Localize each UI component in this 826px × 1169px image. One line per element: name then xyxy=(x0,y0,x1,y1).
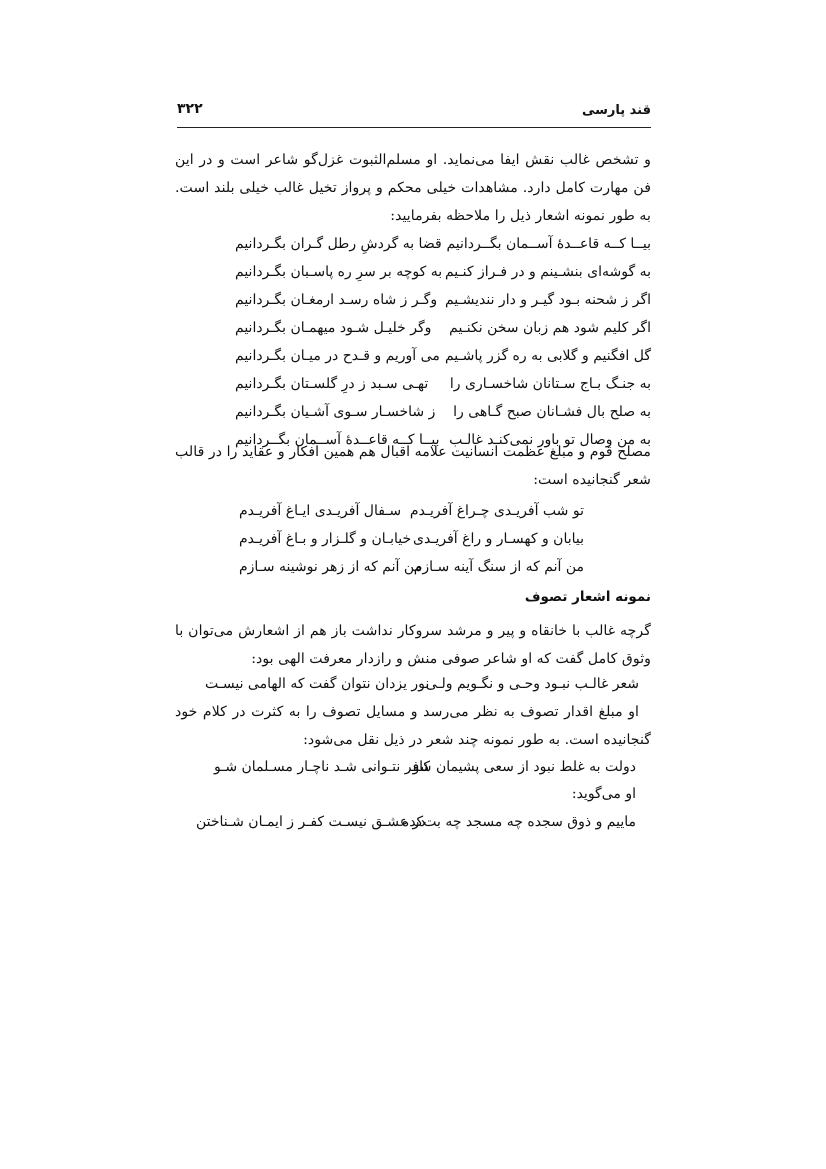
couplet xyxy=(239,525,584,553)
hemistich-right: من آنم که از سنگ آینه سـازم xyxy=(413,559,584,575)
hemistich-left: قضا به گردشِ رطل گـران بگـردانیم xyxy=(235,236,442,252)
quote-intro xyxy=(572,780,636,808)
hemistich-left: سـفال آفریـدی ایـاغ آفریـدم xyxy=(239,503,402,519)
paragraph-sufism: گرچه غالب با خانقاه و پیر و مرشد سروکار نداشت باز هم از اشعارش می‌توان با وثوق کامل گفت که او شاعر صوفی منش و رازدار معرفت الهی بود: xyxy=(175,623,651,667)
hemistich-right: اگر ز شحنه بـود گیـر و دار نندیشـیم xyxy=(444,292,651,308)
paragraph-sufism-2: او مبلغ اقدار تصوف به نظر می‌رسد و مسایل تصوف را به کثرت در کلام خود گنجانیده است. به طور نمونه چند شعر در ذیل نقل می‌شود: xyxy=(175,704,651,748)
hemistich-left: کافر نتـوانی شـد ناچـار مسـلمان شـو xyxy=(214,759,431,775)
hemistich-left: خیابـان و گلـزار و بـاغ آفریـدم xyxy=(239,531,412,547)
hemistich-left: می آوریم و قـدح در میـان بگـردانیم xyxy=(235,348,440,364)
couplet xyxy=(235,286,651,314)
verse-revelation xyxy=(205,670,639,698)
hemistich-left: نور یزدان نتوان گفت که الهامی نیسـت xyxy=(205,676,430,692)
couplet xyxy=(235,258,651,286)
couplet xyxy=(205,670,639,698)
verse-fortune xyxy=(214,753,636,781)
hemistich-right: به صلح بال فشـانان صبح گـاهی را xyxy=(453,404,651,420)
hemistich-right: به من وصال تو باور نمی‌کنـد غالـب xyxy=(449,432,651,448)
couplet xyxy=(235,342,651,370)
hemistich-right: بیابان و کهسـار و راغ آفریـدی xyxy=(413,531,584,547)
couplet xyxy=(235,398,651,426)
hemistich-left: به کوچه بر سرِ ره پاسـبان بگـردانیم xyxy=(235,264,443,280)
hemistich-right: اگر کلیم شود هم زبان سخن نکنـیم xyxy=(449,320,651,336)
section-heading: نمونه اشعار تصوف xyxy=(524,589,651,605)
hemistich-left: ز شاخسـار سـوی آشـیان بگـردانیم xyxy=(235,404,436,420)
poem-ghalib-ghazal xyxy=(235,230,651,454)
hemistich-right: ماییم و ذوق سجده چه مسجد چه بت‌کده xyxy=(401,814,636,830)
hemistich-left: من آنم که از زهر نوشینه سـازم xyxy=(239,559,422,575)
hemistich-right: شعر غالـب نبـود وحـی و نگـویم ولـی xyxy=(425,676,639,692)
quote-intro-text: او می‌گوید: xyxy=(571,786,636,802)
poem-iqbal xyxy=(239,497,584,581)
hemistich-left: بیــا کــه قاعــدهٔ آســمان بگــردانیم xyxy=(235,432,440,448)
hemistich-left: در عشـق نیسـت کفـر ز ایمـان شـناختن xyxy=(196,814,426,830)
couplet xyxy=(235,314,651,342)
running-header xyxy=(177,101,651,128)
paragraph-iqbal: مصلح قوم و مبلغ عظمت انسانیت علامه اقبال هم همین افکار و عقاید را در قالب شعر گنجانیده است: xyxy=(175,444,651,488)
couplet xyxy=(235,230,651,258)
hemistich-right: به گوشه‌ای بنشـینم و در فـراز کنـیم xyxy=(444,264,651,280)
paragraph-intro: و تشخص غالب نقش ایفا می‌نماید. او مسلم‌الثبوت غزل‌گو شاعر است و در این فن مهارت کامل دارد. مشاهدات خیلی محکم و پرواز تخیل غالب خیلی بلند است. به طور نمونه اشعار ذیل را ملاحظه بفرمایید: xyxy=(175,152,651,224)
couplet xyxy=(239,497,584,525)
hemistich-right: به جنـگ بـاج سـتانان شاخسـاری را xyxy=(449,376,651,392)
couplet xyxy=(196,808,636,836)
hemistich-right: گل افگنیم و گلابی به ره گزر پاشـیم xyxy=(444,348,651,364)
page-number: ۳۲۲ xyxy=(177,101,203,117)
running-title: قند پارسی xyxy=(581,103,651,118)
hemistich-left: وگـر ز شاه رسـد ارمغـان بگـردانیم xyxy=(235,292,438,308)
hemistich-left: وگر خلیـل شـود میهمـان بگـردانیم xyxy=(235,320,432,336)
couplet xyxy=(239,553,584,581)
verse-prostration xyxy=(196,808,636,836)
hemistich-right: دولت به غلط نبود از سعی پشیمان شو xyxy=(412,759,636,775)
hemistich-left: تهـی سـبد ز درِ گلسـتان بگـردانیم xyxy=(235,376,429,392)
hemistich-right: بیــا کــه قاعــدهٔ آســمان بگــردانیم xyxy=(446,236,651,252)
hemistich-right: تو شب آفریـدی چـراغ آفریـدم xyxy=(409,503,584,519)
couplet xyxy=(214,753,636,781)
couplet xyxy=(235,370,651,398)
